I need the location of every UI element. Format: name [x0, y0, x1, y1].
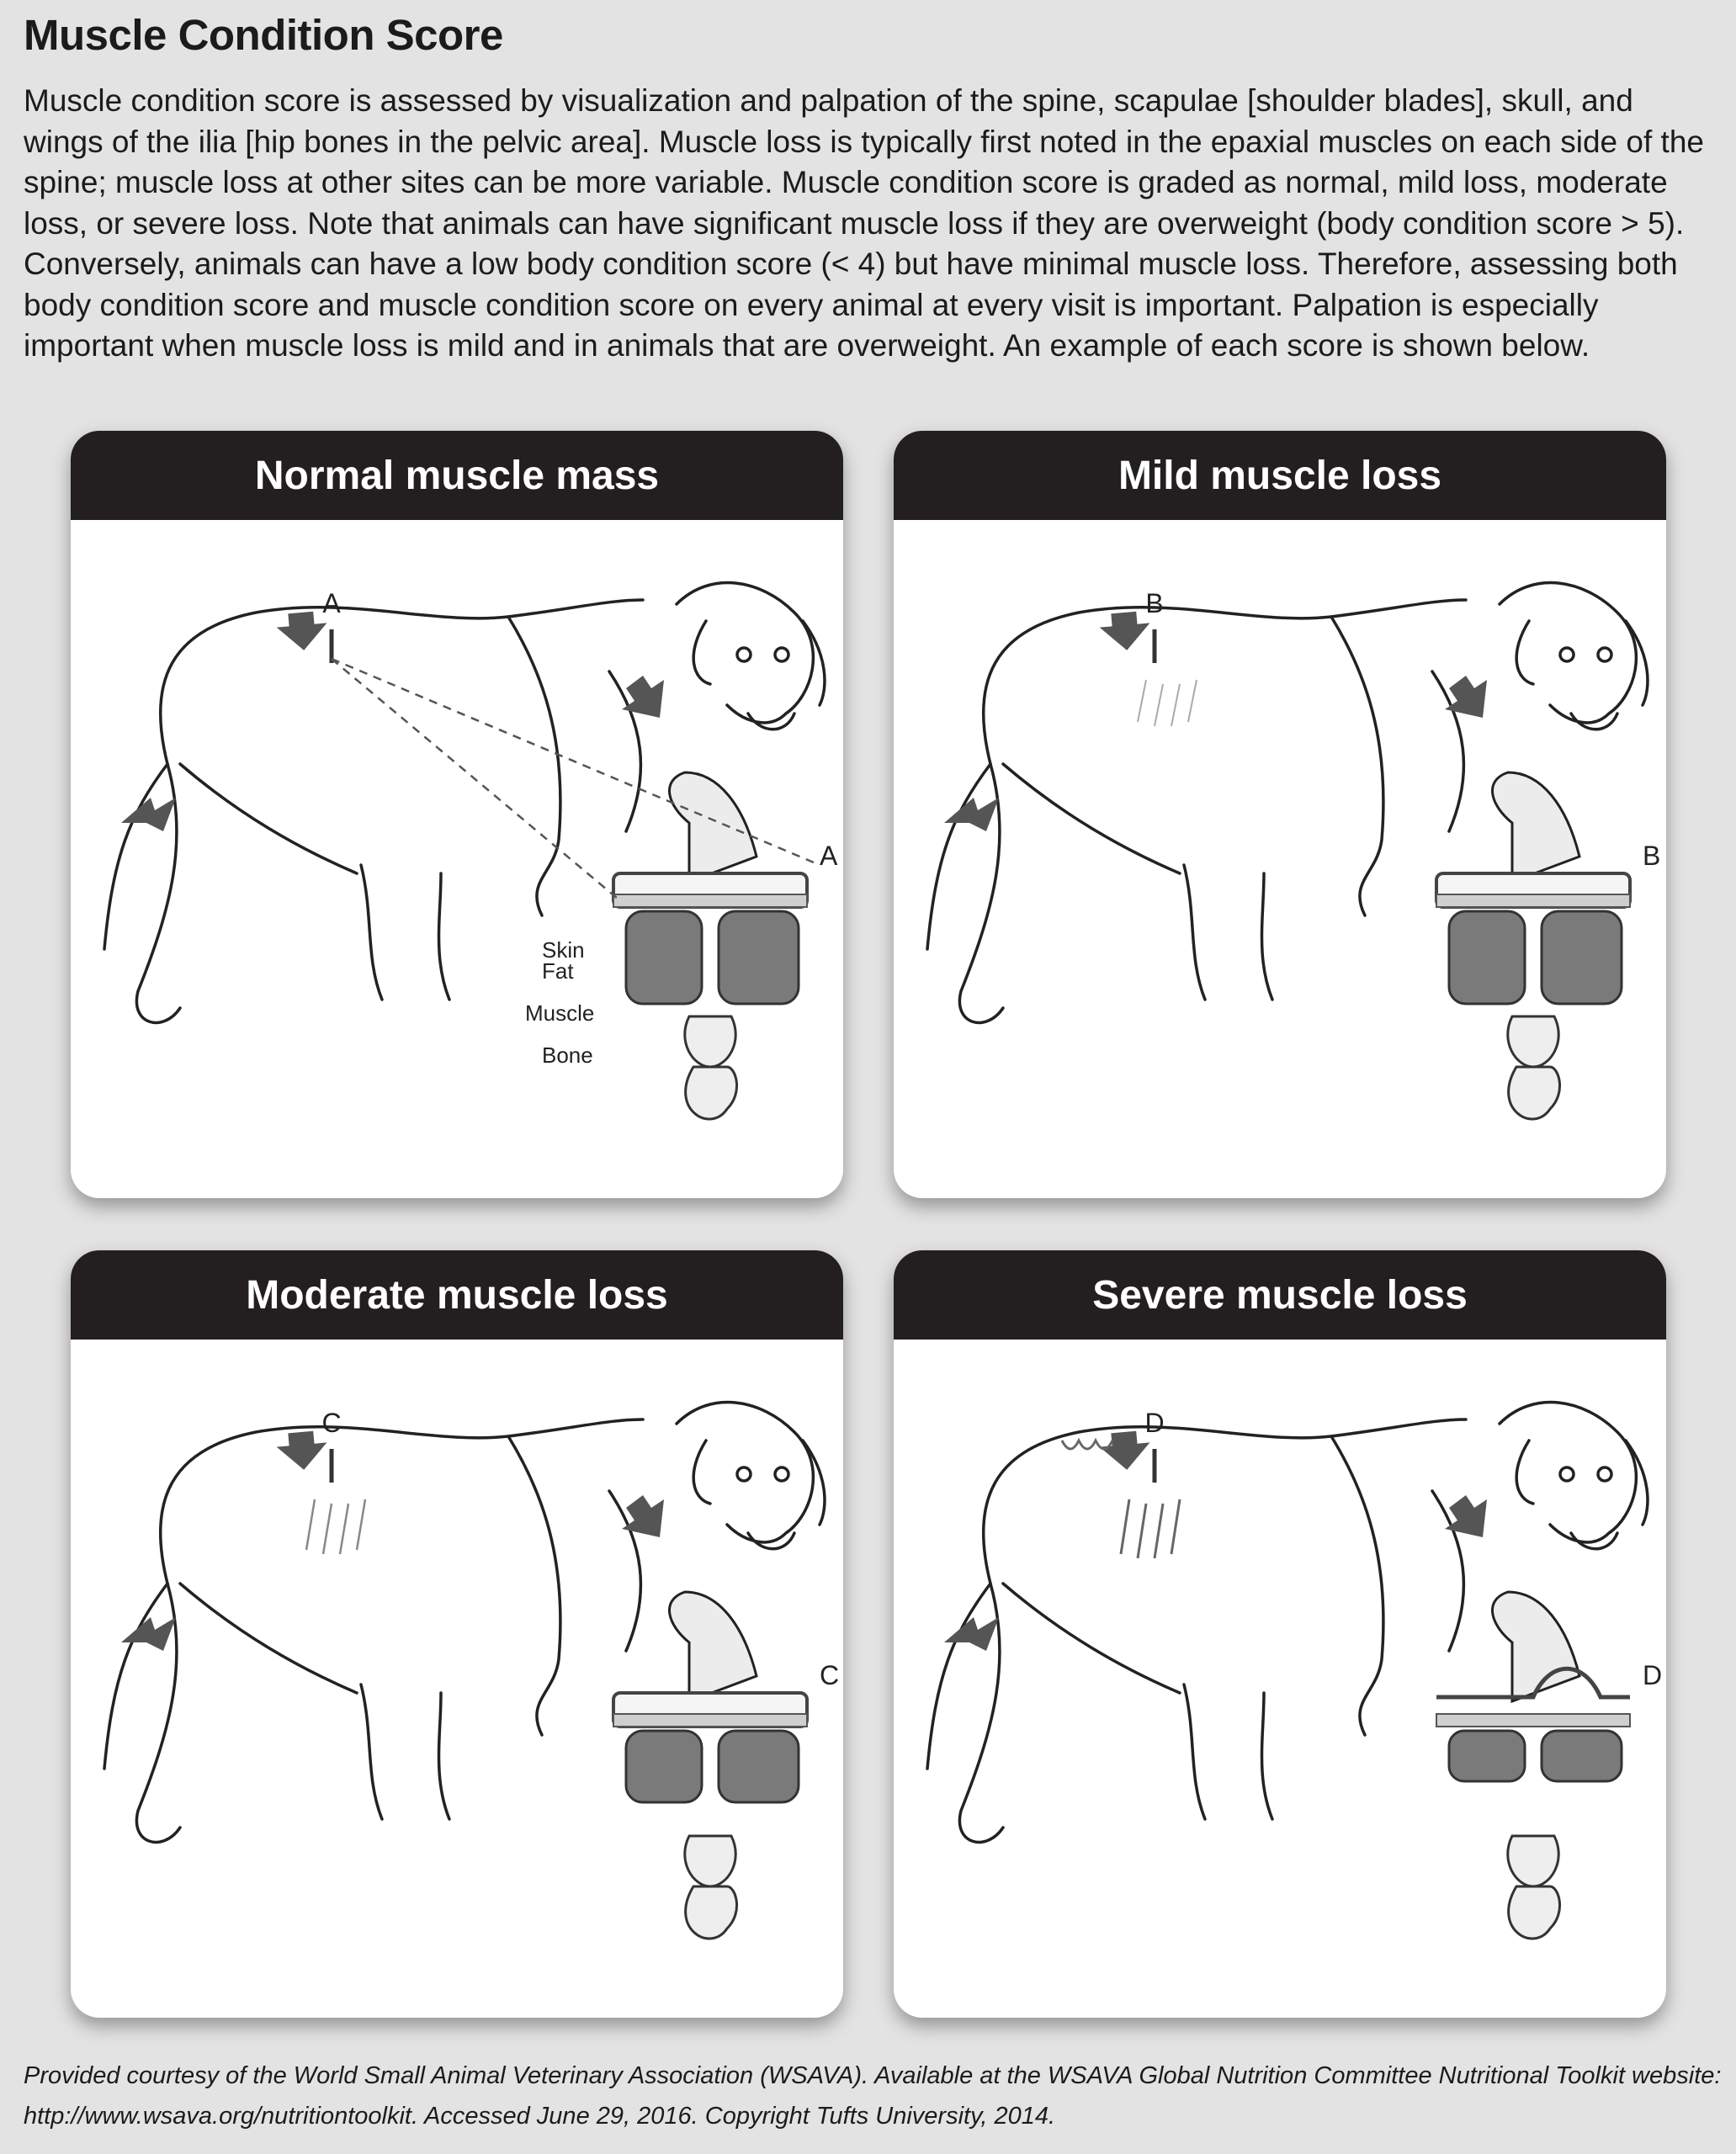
panel-title: Mild muscle loss	[894, 431, 1666, 520]
panel-severe	[894, 1250, 1666, 2018]
footer-credit	[24, 2056, 1723, 2136]
marker-label: C	[321, 1408, 342, 1438]
label-fat: Fat	[542, 958, 574, 984]
panel-title: Normal muscle mass	[71, 431, 843, 520]
panel-title: Severe muscle loss	[894, 1250, 1666, 1340]
label-bone: Bone	[542, 1043, 593, 1068]
marker-label-section: B	[1643, 841, 1661, 871]
marker-label-section: C	[820, 1660, 840, 1690]
panel-normal	[71, 431, 843, 1198]
dog-illustration-moderate	[71, 1340, 843, 2018]
marker-label: B	[1145, 588, 1164, 618]
footer-line-1: Provided courtesy of the World Small Animal Veterinary Association (WSAVA). Available at the WSAVA Global Nutrition Committee Nutritional Toolkit website:	[24, 2062, 1722, 2089]
dog-illustration-normal	[71, 520, 843, 1198]
panel-title: Moderate muscle loss	[71, 1250, 843, 1340]
footer-line-2: http://www.wsava.org/nutritiontoolkit. Accessed June 29, 2016. Copyright Tufts University, 2014.	[24, 2103, 1056, 2130]
marker-label-section: D	[1643, 1660, 1663, 1690]
dog-illustration-severe	[894, 1340, 1666, 2018]
label-skin: Skin	[542, 937, 585, 963]
intro-paragraph: Muscle condition score is assessed by visualization and palpation of the spine, scapulae [shoulder blades], skull, and wings of the ilia [hip bones in the pelvic area]. Muscle loss is typically first noted in the epaxial muscles on each side of the spine; muscle loss at other sites can be more variable. Muscle condition score is graded as normal, mild loss, moderate loss, or severe loss. Note that animals can have significant muscle loss if they are overweight (body condition score > 5). Conversely, animals can have a low body condition score (< 4) but have minimal muscle loss. Therefore, assessing both body condition score and muscle condition score on every animal at every visit is important. Palpation is especially important when muscle loss is mild and in animals that are overweight. An example of each score is shown below.	[24, 83, 1704, 363]
panel-mild	[894, 431, 1666, 1198]
panel-moderate	[71, 1250, 843, 2018]
marker-label: D	[1144, 1408, 1165, 1438]
page-title: Muscle Condition Score	[24, 11, 503, 59]
label-muscle: Muscle	[525, 1000, 595, 1026]
marker-label: A	[322, 588, 341, 618]
marker-label-section: A	[820, 841, 838, 871]
dog-illustration-mild	[894, 520, 1666, 1198]
